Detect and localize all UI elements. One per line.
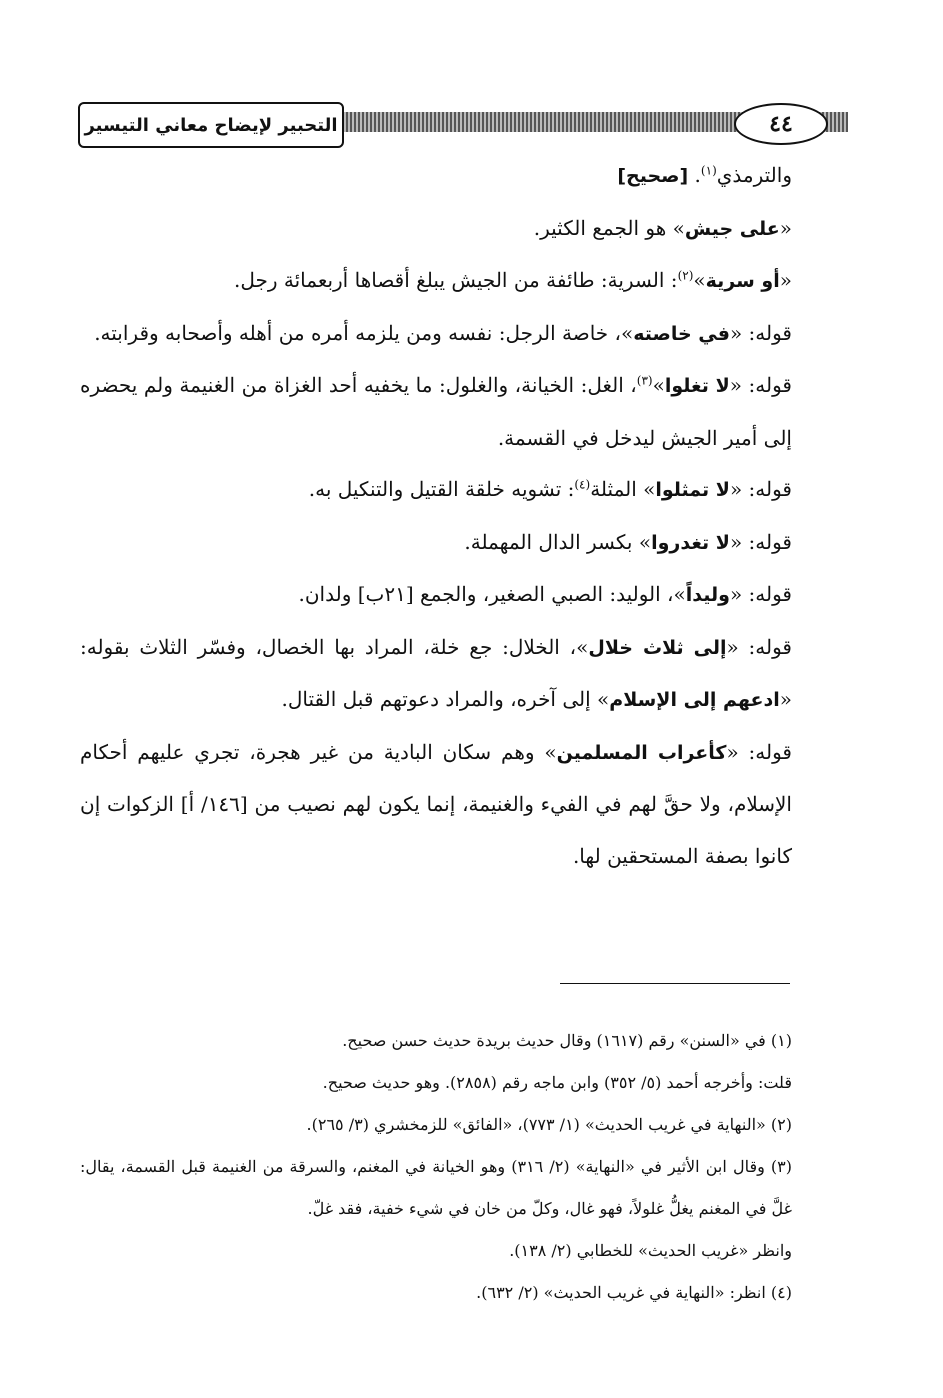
footnote: قلت: وأخرجه أحمد (٥/ ٣٥٢) وابن ماجه رقم (٢٨٥٨). وهو حديث صحيح. (322, 1073, 792, 1092)
footnote: وانظر «غريب الحديث» للخطابي (٢/ ١٣٨). (509, 1241, 792, 1260)
page-header (78, 100, 848, 148)
text-line: قوله: «كأعراب المسلمين» وهم سكان البادية من غير هجرة، تجري عليهم أحكام الإسلام، ولا حقَّ لهم في الفيء والغنيمة، إنما يكون لهم نصيب من [١٤٦/ أ] الزكوات إن كانوا بصفة المستحقين لها. (80, 739, 792, 868)
book-title: التحبير لإيضاح معاني التيسير (78, 102, 344, 148)
footnote-separator (560, 983, 790, 984)
footnote: (١) في «السنن» رقم (١٦١٧) وقال حديث بريدة حديث حسن صحيح. (342, 1031, 792, 1050)
main-text (80, 150, 792, 882)
text-line: قوله: «لا تمثلوا» المثلة$^{(٤)}$: تشويه خلقة القتيل والتنكيل به. (308, 477, 792, 501)
text-line: «على جيش» هو الجمع الكثير. (533, 215, 792, 240)
footnote: (٤) انظر: «النهاية في غريب الحديث» (٢/ ٦٣٢). (476, 1283, 792, 1302)
text-line: قوله: «في خاصته»، خاصة الرجل: نفسه ومن يلزمه أمره من أهله وأصحابه وقرابته. (94, 320, 792, 345)
footnotes (80, 1020, 792, 1314)
text-line: قوله: «وليداً»، الوليد: الصبي الصغير، والجمع [٢١ب] ولدان. (298, 582, 792, 606)
text-line: قوله: «لا تغلوا»$^{(٣)}$، الغل: الخيانة، والغلول: ما يخفيه أحد الغزاة من الغنيمة ولم يحضره إلى أمير الجيش ليدخل في القسمة. (80, 373, 792, 450)
page-number: ٤٤ (734, 103, 828, 145)
footnote: (٣) وقال ابن الأثير في «النهاية» (٢/ ٣١٦) وهو الخيانة في المغنم، والسرقة من الغنيمة قبل القسمة، يقال: غلَّ في المغنم يغلُّ غلولاً، فهو غال، وكلّ من خان في شيء خفية، فقد غلّ. (80, 1157, 793, 1218)
text-line: «أو سرية»$^{(٢)}$: السرية: طائفة من الجيش يبلغ أقصاها أربعمائة رجل. (233, 268, 792, 292)
text-line: قوله: «لا تغدروا» بكسر الدال المهملة. (464, 529, 792, 554)
footnote: (٢) «النهاية في غريب الحديث» (١/ ٧٧٣)، «الفائق» للزمخشري (٣/ ٢٦٥). (306, 1115, 792, 1134)
text-line: والترمذي$^{(١)}$. [صحيح] (617, 163, 792, 187)
text-line: قوله: «إلى ثلاث خلال»، الخلال: جع خلة، المراد بها الخصال، وفسّر الثلاث بقوله: «ادعهم إلى الإسلام» إلى آخره، والمراد دعوتهم قبل القتال. (80, 634, 792, 711)
